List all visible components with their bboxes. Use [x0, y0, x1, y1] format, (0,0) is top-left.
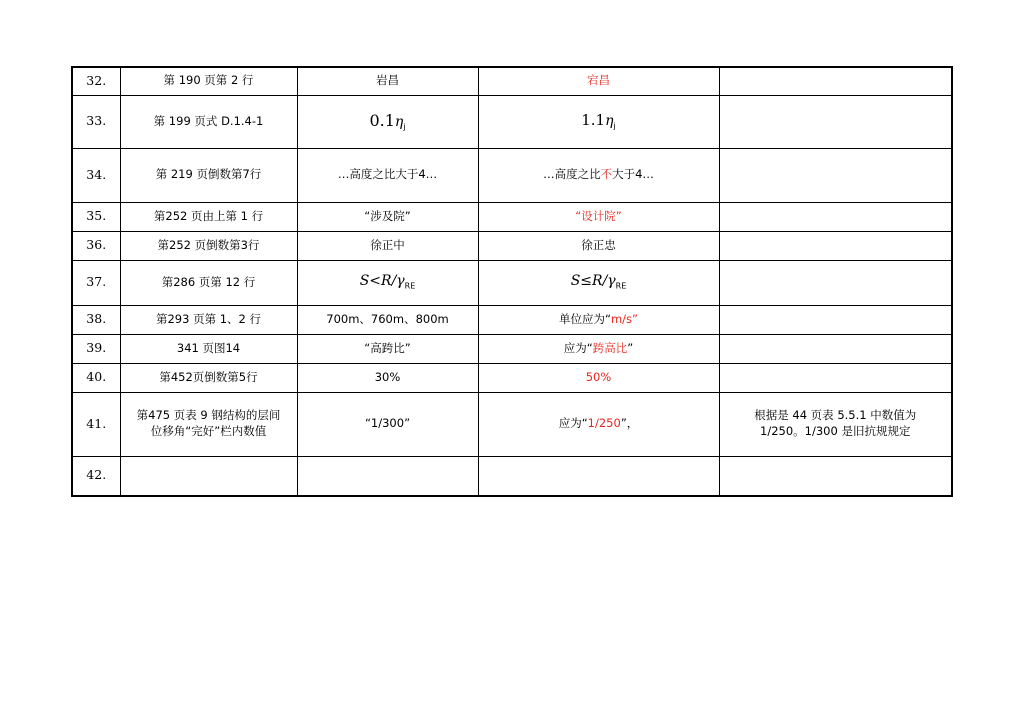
correction-cell [478, 305, 719, 334]
note-cell [719, 334, 952, 363]
original-cell: “1/300” [297, 392, 478, 456]
row-number: 36. [72, 231, 120, 260]
note-line: 根据是 44 页表 5.5.1 中数值为 [754, 408, 917, 423]
original-cell: “高跨比” [297, 334, 478, 363]
note-cell [719, 148, 952, 202]
location-cell: 第 199 页式 D.1.4-1 [120, 95, 297, 148]
note-cell [719, 95, 952, 148]
location-cell: 第286 页第 12 行 [120, 260, 297, 305]
table-row [72, 231, 952, 260]
formula-text: S<R/γ [359, 273, 405, 290]
correction-cell [478, 334, 719, 363]
formula-subscript: RE [404, 281, 416, 291]
location-cell: 第293 页第 1、2 行 [120, 305, 297, 334]
table-row [72, 67, 952, 95]
row-number: 37. [72, 260, 120, 305]
original-cell: 岩昌 [297, 67, 478, 95]
note-cell [719, 456, 952, 496]
location-cell [120, 392, 297, 456]
row-number: 41. [72, 392, 120, 456]
correction-cell [478, 392, 719, 456]
note-cell [719, 231, 952, 260]
note-line: 1/250。1/300 是旧抗规规定 [760, 424, 911, 438]
table-row [72, 456, 952, 496]
row-number: 38. [72, 305, 120, 334]
row-number: 34. [72, 148, 120, 202]
original-cell [297, 456, 478, 496]
note-cell [719, 305, 952, 334]
row-number: 42. [72, 456, 120, 496]
formula-symbol: η [394, 113, 404, 130]
correction-cell [478, 95, 719, 148]
table-row [72, 202, 952, 231]
formula-subscript: j [403, 122, 406, 132]
formula-subscript: RE [615, 281, 627, 291]
correction-highlight: m/s [610, 311, 633, 326]
row-number: 39. [72, 334, 120, 363]
original-cell [297, 260, 478, 305]
formula-coefficient: 0.1 [369, 110, 395, 130]
location-cell: 第 219 页倒数第7行 [120, 148, 297, 202]
formula-subscript: j [613, 121, 616, 131]
table-row [72, 95, 952, 148]
row-number: 32. [72, 67, 120, 95]
table-row [72, 260, 952, 305]
correction-cell: 宕昌 [478, 67, 719, 95]
location-cell: 第452页倒数第5行 [120, 363, 297, 392]
original-cell: “涉及院” [297, 202, 478, 231]
original-cell: 徐正中 [297, 231, 478, 260]
table-row [72, 334, 952, 363]
original-cell: …高度之比大于4… [297, 148, 478, 202]
correction-highlight: 1/250 [587, 416, 621, 431]
table-row [72, 363, 952, 392]
formula-symbol: η [605, 113, 614, 130]
table-row [72, 148, 952, 202]
correction-cell [478, 456, 719, 496]
correction-cell: “设计院” [478, 202, 719, 231]
note-cell [719, 260, 952, 305]
row-number: 33. [72, 95, 120, 148]
note-cell [719, 392, 952, 456]
correction-cell [478, 148, 719, 202]
correction-text: ”， [620, 416, 639, 431]
correction-text: 大于4… [612, 167, 654, 182]
table-row [72, 392, 952, 456]
note-cell [719, 67, 952, 95]
original-cell: 30% [297, 363, 478, 392]
correction-text: …高度之比 [543, 167, 601, 182]
row-number: 40. [72, 363, 120, 392]
location-cell: 第252 页倒数第3行 [120, 231, 297, 260]
correction-text: ” [632, 311, 638, 326]
correction-text: 应为“ [563, 340, 593, 355]
table-row [72, 305, 952, 334]
correction-highlight: 不 [600, 167, 613, 182]
location-cell [120, 456, 297, 496]
correction-text: 单位应为“ [558, 311, 611, 326]
location-cell: 第252 页由上第 1 行 [120, 202, 297, 231]
formula-text: S≤R/γ [570, 273, 616, 290]
correction-text: ” [627, 340, 634, 355]
location-cell: 第 190 页第 2 行 [120, 67, 297, 95]
correction-text: 应为“ [558, 416, 588, 431]
correction-cell [478, 260, 719, 305]
location-cell: 341 页图14 [120, 334, 297, 363]
errata-table [71, 66, 953, 497]
original-cell: 700m、760m、800m [297, 305, 478, 334]
location-line: 第475 页表 9 钢结构的层间 [136, 408, 281, 423]
formula-coefficient: 1.1 [581, 111, 606, 130]
correction-highlight: 跨高比 [592, 340, 628, 355]
row-number: 35. [72, 202, 120, 231]
note-cell [719, 363, 952, 392]
note-cell [719, 202, 952, 231]
correction-cell: 徐正忠 [478, 231, 719, 260]
location-line: 位移角“完好”栏内数值 [150, 424, 267, 438]
correction-cell: 50% [478, 363, 719, 392]
original-cell [297, 95, 478, 148]
